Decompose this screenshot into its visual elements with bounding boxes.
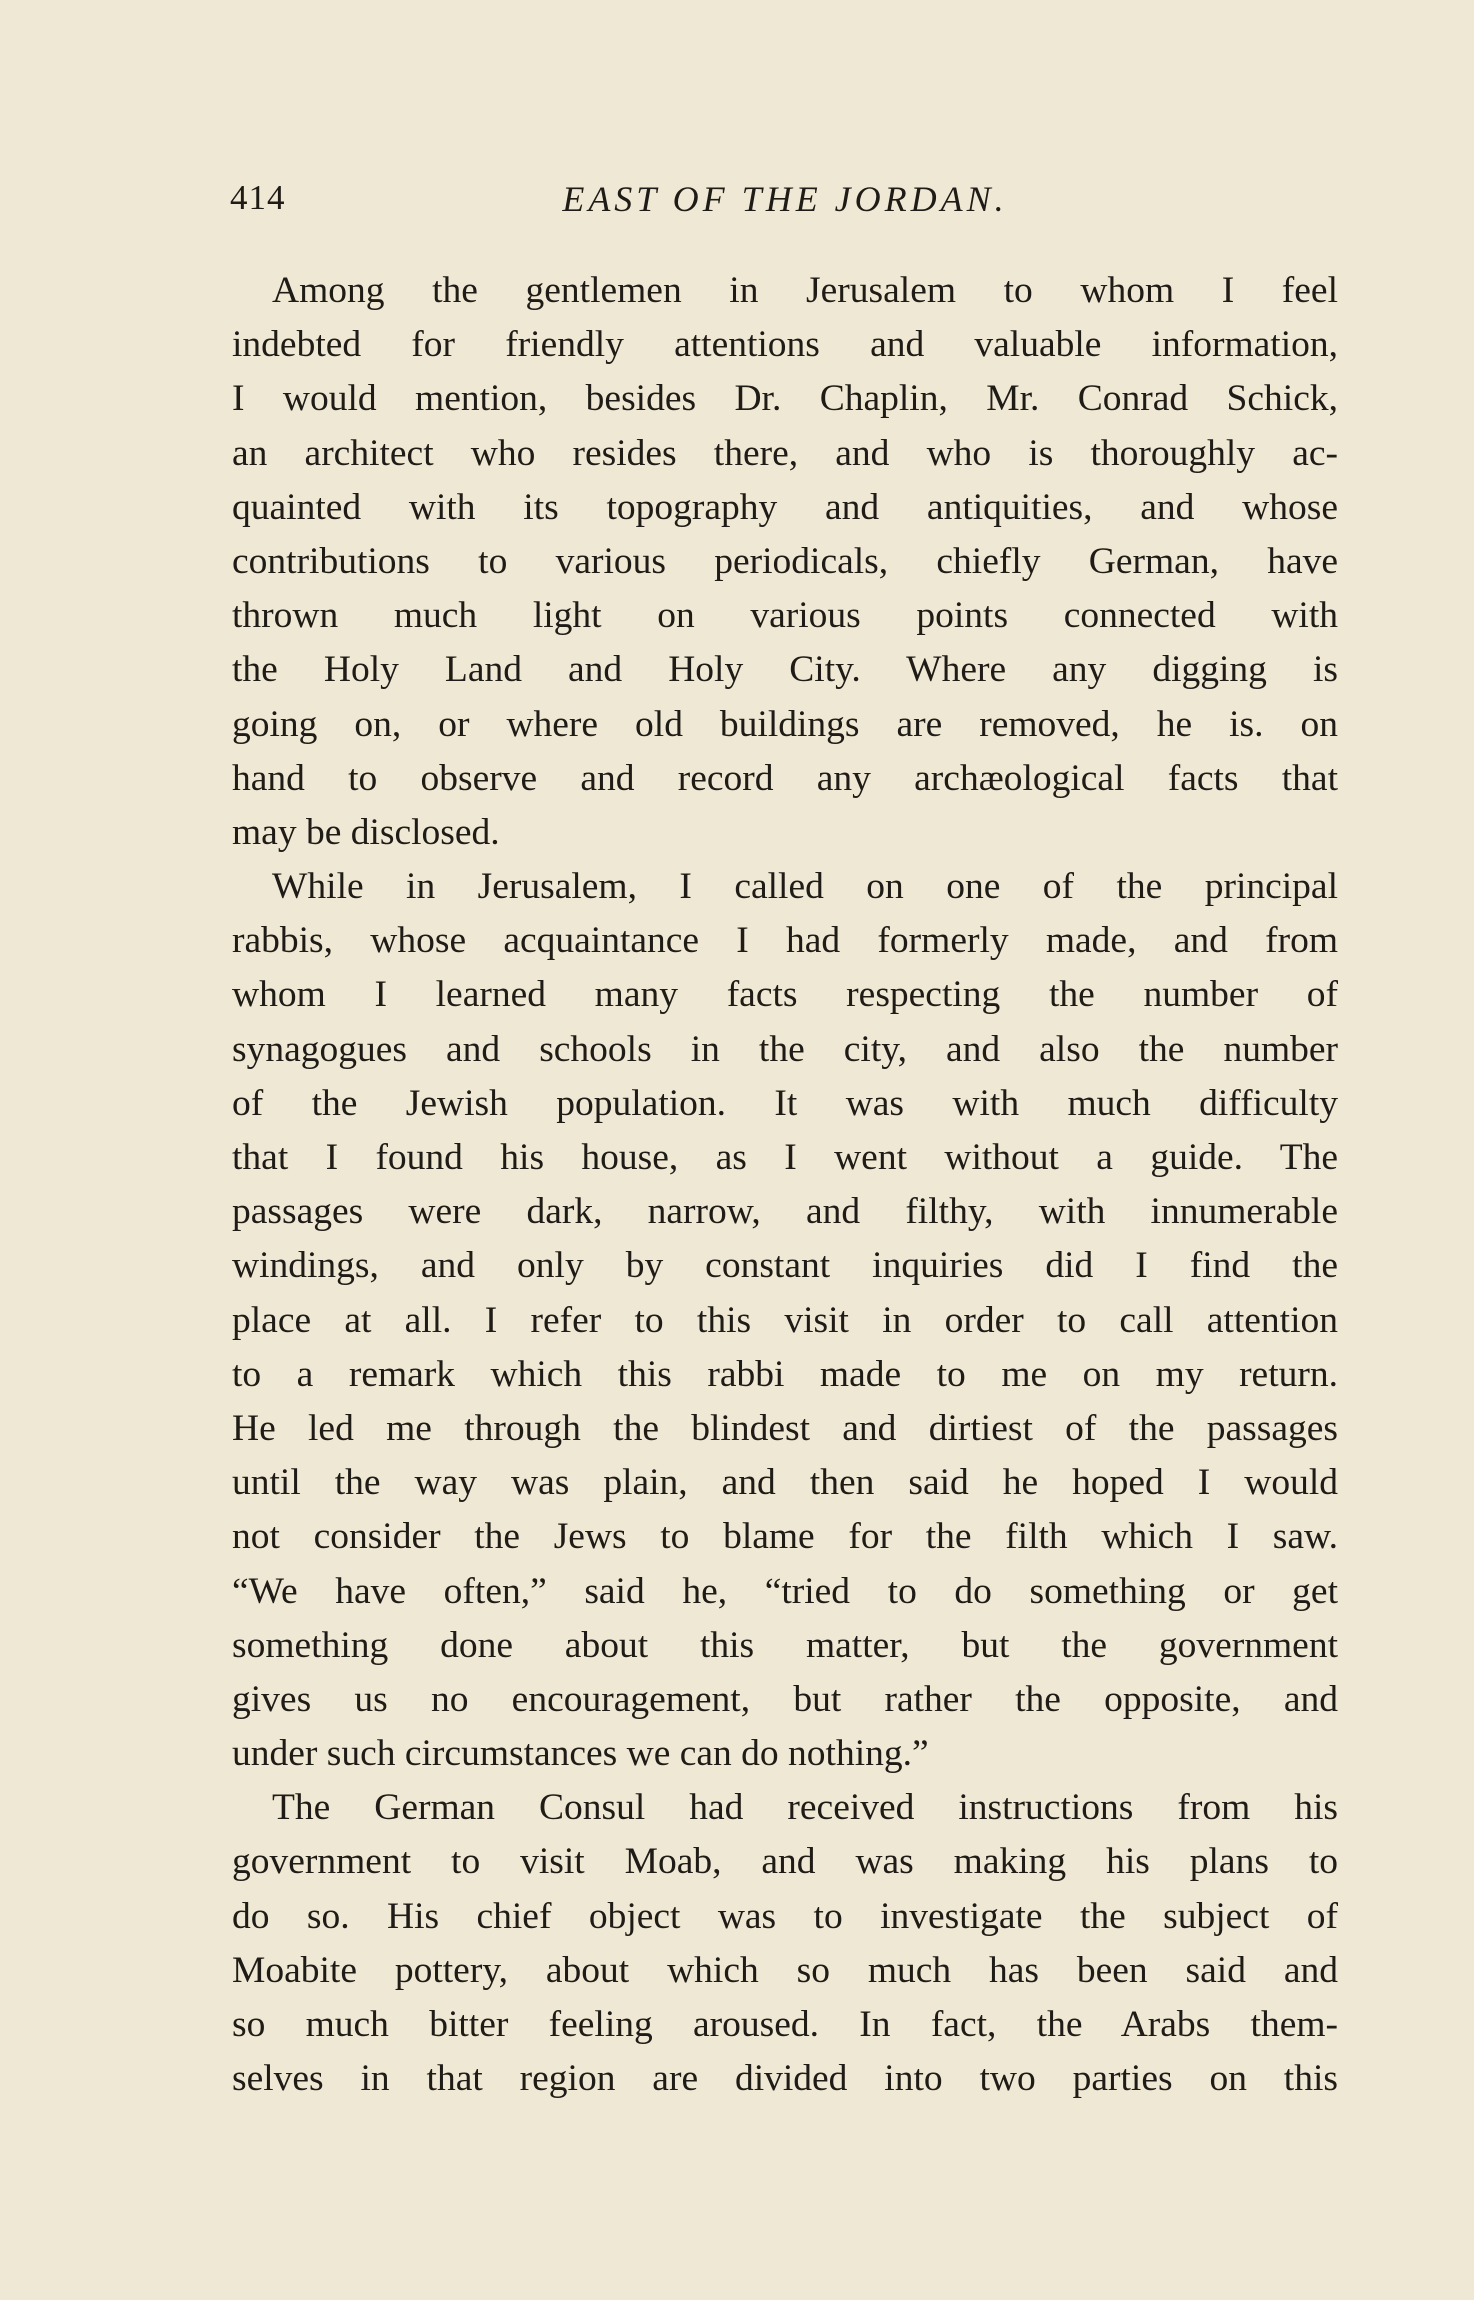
page-header xyxy=(230,178,1340,228)
text-line: whom I learned many facts respecting the number of xyxy=(232,974,1338,1016)
text-line: place at all. I refer to this visit in order to call attention xyxy=(232,1299,1338,1341)
text-line: under such circumstances we can do nothing.” xyxy=(232,1733,929,1775)
text-line: The German Consul had received instructions from his xyxy=(272,1787,1338,1829)
text-line: thrown much light on various points connected with xyxy=(232,595,1338,637)
text-line: the Holy Land and Holy City. Where any digging is xyxy=(232,649,1338,691)
text-line: contributions to various periodicals, chiefly German, have xyxy=(232,540,1338,582)
text-line: may be disclosed. xyxy=(232,811,500,853)
text-line: going on, or where old buildings are removed, he is. on xyxy=(232,703,1338,745)
text-line: until the way was plain, and then said he hoped I would xyxy=(232,1462,1338,1504)
text-line: of the Jewish population. It was with much difficulty xyxy=(232,1082,1338,1124)
text-line: to a remark which this rabbi made to me on my return. xyxy=(232,1353,1338,1395)
text-line: quainted with its topography and antiquities, and whose xyxy=(232,486,1338,528)
text-line: gives us no encouragement, but rather the opposite, and xyxy=(232,1678,1338,1720)
text-line: “We have often,” said he, “tried to do something or get xyxy=(232,1570,1338,1612)
body-text xyxy=(232,264,1338,2106)
page-number: 414 xyxy=(230,178,286,217)
text-line: I would mention, besides Dr. Chaplin, Mr. Conrad Schick, xyxy=(232,378,1338,420)
text-line: something done about this matter, but the government xyxy=(232,1624,1338,1666)
text-line: that I found his house, as I went without a guide. The xyxy=(232,1137,1338,1178)
text-line: do so. His chief object was to investigate the subject of xyxy=(232,1895,1338,1937)
text-line: selves in that region are divided into two parties on this xyxy=(232,2058,1338,2100)
text-line: hand to observe and record any archæological facts that xyxy=(232,757,1338,799)
text-line: Moabite pottery, about which so much has been said and xyxy=(232,1949,1338,1991)
text-line: rabbis, whose acquaintance I had formerly made, and from xyxy=(232,920,1338,962)
text-line: not consider the Jews to blame for the filth which I saw. xyxy=(232,1516,1338,1558)
text-line: passages were dark, narrow, and filthy, with innumerable xyxy=(232,1191,1338,1233)
text-line: windings, and only by constant inquiries did I find the xyxy=(232,1245,1338,1287)
text-line: While in Jerusalem, I called on one of the principal xyxy=(272,866,1338,908)
text-line: He led me through the blindest and dirtiest of the passages xyxy=(232,1407,1338,1449)
running-title: EAST OF THE JORDAN. xyxy=(562,179,1008,219)
text-line: an architect who resides there, and who is thoroughly ac- xyxy=(232,432,1338,474)
text-line: Among the gentlemen in Jerusalem to whom I feel xyxy=(272,270,1338,311)
text-line: so much bitter feeling aroused. In fact, the Arabs them- xyxy=(232,2004,1338,2045)
text-line: government to visit Moab, and was making his plans to xyxy=(232,1841,1338,1883)
text-line: synagogues and schools in the city, and also the number xyxy=(232,1028,1338,1070)
text-line: indebted for friendly attentions and valuable information, xyxy=(232,324,1338,366)
